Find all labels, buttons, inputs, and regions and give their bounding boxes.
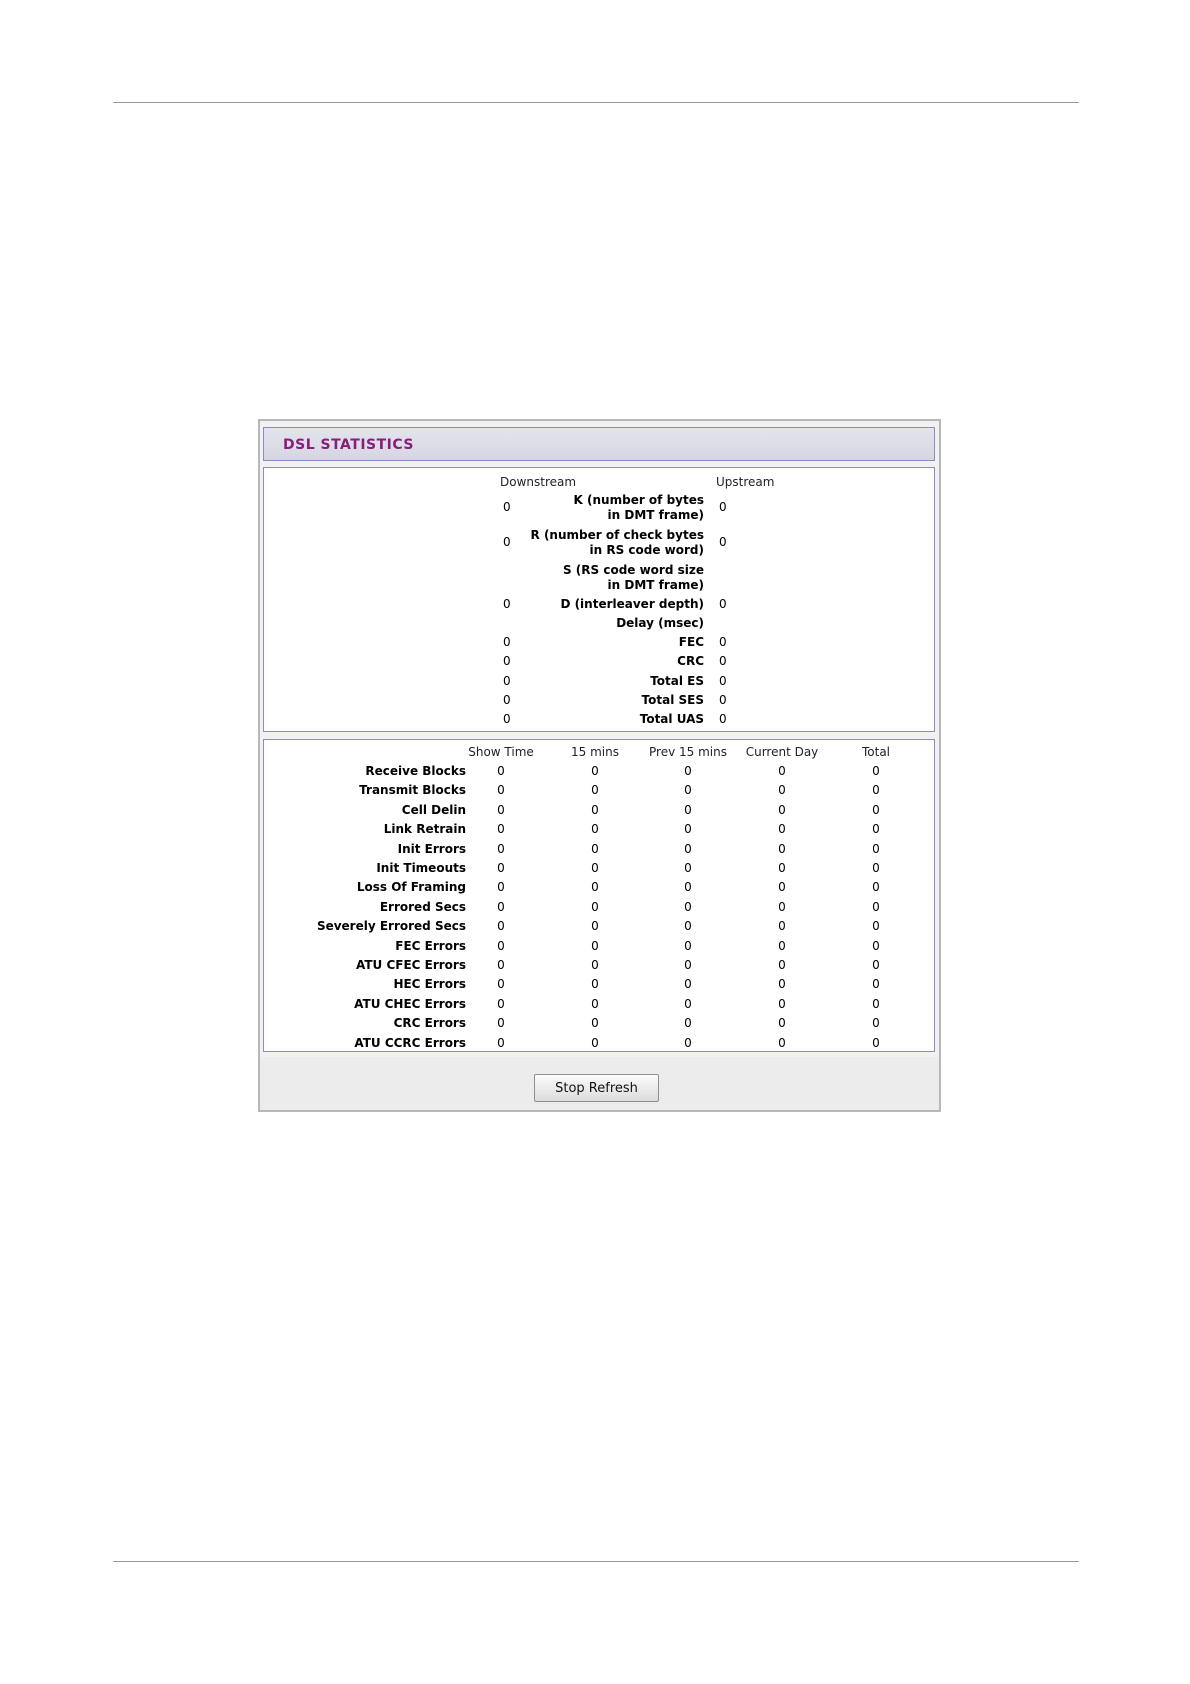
counter-value: 0 <box>778 880 786 895</box>
counter-row-label: Link Retrain <box>383 822 466 837</box>
counter-row-label: Init Errors <box>397 841 466 856</box>
counter-value: 0 <box>778 822 786 837</box>
param-downstream-value: 0 <box>503 712 511 726</box>
counter-value: 0 <box>872 880 880 895</box>
counter-value: 0 <box>684 764 692 778</box>
counter-value: 0 <box>497 1035 505 1050</box>
counter-value: 0 <box>778 861 786 875</box>
counter-value: 0 <box>684 958 692 972</box>
stop-refresh-button[interactable]: Stop Refresh <box>534 1074 659 1102</box>
param-label: in DMT frame) <box>607 508 704 522</box>
counter-value: 0 <box>872 899 880 914</box>
counter-value: 0 <box>684 861 692 875</box>
counter-value: 0 <box>497 938 505 953</box>
counter-value: 0 <box>497 919 505 934</box>
param-label: Total ES <box>650 674 704 688</box>
param-label: D (interleaver depth) <box>560 597 704 611</box>
counter-value: 0 <box>591 822 599 837</box>
param-downstream-value: 0 <box>503 535 511 549</box>
param-upstream-value: 0 <box>719 674 727 688</box>
page-bottom-rule <box>113 1561 1079 1562</box>
param-downstream-value: 0 <box>503 674 511 688</box>
dsl-parameters-panel <box>263 467 935 732</box>
counter-value: 0 <box>497 861 505 875</box>
param-label: in RS code word) <box>589 543 704 557</box>
counter-value: 0 <box>778 938 786 953</box>
counter-value: 0 <box>591 996 599 1011</box>
counter-value: 0 <box>872 783 880 798</box>
param-label: Total SES <box>641 693 704 707</box>
counter-value: 0 <box>591 841 599 856</box>
counter-value: 0 <box>497 880 505 895</box>
counter-value: 0 <box>872 996 880 1011</box>
counter-value: 0 <box>872 938 880 953</box>
counter-value: 0 <box>872 977 880 992</box>
counter-value: 0 <box>778 977 786 992</box>
counter-value: 0 <box>684 841 692 856</box>
param-label: Delay (msec) <box>616 616 704 630</box>
param-label: R (number of check bytes <box>530 528 704 542</box>
counter-value: 0 <box>591 938 599 953</box>
upstream-header: Upstream <box>716 475 775 489</box>
dsl-statistics-window <box>258 419 941 1112</box>
counter-row-label: FEC Errors <box>395 938 466 953</box>
counter-row-label: Receive Blocks <box>365 764 466 778</box>
counter-row-label: Init Timeouts <box>376 861 466 875</box>
counter-value: 0 <box>591 880 599 895</box>
counter-value: 0 <box>497 783 505 798</box>
downstream-header: Downstream <box>500 475 577 489</box>
counter-value: 0 <box>497 977 505 992</box>
counter-value: 0 <box>497 802 505 817</box>
counter-row-label: ATU CHEC Errors <box>354 996 466 1011</box>
counter-value: 0 <box>778 1016 786 1031</box>
counter-value: 0 <box>872 1035 880 1050</box>
param-label: in DMT frame) <box>607 578 704 592</box>
counter-column-header: 15 mins <box>571 745 619 759</box>
counter-value: 0 <box>684 899 692 914</box>
counter-value: 0 <box>684 977 692 992</box>
counter-value: 0 <box>778 996 786 1011</box>
counter-value: 0 <box>778 958 786 972</box>
counter-value: 0 <box>497 822 505 837</box>
counter-row-label: Transmit Blocks <box>359 783 466 798</box>
counter-value: 0 <box>872 841 880 856</box>
param-label: Total UAS <box>639 712 704 726</box>
dsl-counters-panel <box>263 739 935 1052</box>
counter-row-label: Severely Errored Secs <box>316 919 466 934</box>
counter-value: 0 <box>872 802 880 817</box>
param-label: S (RS code word size <box>562 563 704 577</box>
counter-value: 0 <box>684 822 692 837</box>
counter-row-label: ATU CCRC Errors <box>354 1035 466 1050</box>
counter-row-label: HEC Errors <box>393 977 466 992</box>
page-title: DSL STATISTICS <box>283 437 415 453</box>
counter-value: 0 <box>497 996 505 1011</box>
page-top-rule <box>113 102 1079 103</box>
counter-value: 0 <box>591 764 599 778</box>
counter-value: 0 <box>684 1035 692 1050</box>
button-area <box>260 1057 939 1110</box>
param-upstream-value: 0 <box>719 535 727 549</box>
counter-value: 0 <box>684 919 692 934</box>
counter-column-header: Current Day <box>745 745 819 759</box>
counter-value: 0 <box>778 841 786 856</box>
counter-value: 0 <box>778 899 786 914</box>
counter-column-header: Prev 15 mins <box>649 745 727 759</box>
counter-value: 0 <box>778 783 786 798</box>
param-upstream-value: 0 <box>719 635 727 649</box>
param-upstream-value: 0 <box>719 500 727 514</box>
counter-value: 0 <box>497 899 505 914</box>
counter-value: 0 <box>872 1016 880 1031</box>
counter-value: 0 <box>591 1016 599 1031</box>
counter-value: 0 <box>497 764 505 778</box>
counter-value: 0 <box>591 1035 599 1050</box>
counter-row-label: Errored Secs <box>379 899 466 914</box>
counter-row-label: ATU CFEC Errors <box>356 958 466 972</box>
counter-value: 0 <box>497 841 505 856</box>
counter-row-label: Loss Of Framing <box>356 880 466 895</box>
counter-value: 0 <box>684 880 692 895</box>
counter-value: 0 <box>684 938 692 953</box>
counter-row-label: CRC Errors <box>393 1016 466 1031</box>
counter-column-header: Show Time <box>468 745 534 759</box>
param-upstream-value: 0 <box>719 597 727 611</box>
param-label: K (number of bytes <box>573 493 704 507</box>
dsl-statistics-title-bar <box>263 427 935 461</box>
param-downstream-value: 0 <box>503 500 511 514</box>
counter-value: 0 <box>872 919 880 934</box>
param-label: FEC <box>678 635 704 649</box>
counter-value: 0 <box>591 783 599 798</box>
counter-value: 0 <box>778 802 786 817</box>
counter-value: 0 <box>497 958 505 972</box>
counter-value: 0 <box>497 1016 505 1031</box>
param-downstream-value: 0 <box>503 654 511 668</box>
counter-value: 0 <box>684 996 692 1011</box>
counter-value: 0 <box>872 861 880 875</box>
counter-value: 0 <box>591 958 599 972</box>
counter-value: 0 <box>684 1016 692 1031</box>
counter-column-header: Total <box>861 745 891 759</box>
counter-value: 0 <box>872 764 880 778</box>
counter-value: 0 <box>591 919 599 934</box>
counter-value: 0 <box>591 899 599 914</box>
param-label: CRC <box>677 654 704 668</box>
counter-value: 0 <box>591 977 599 992</box>
param-upstream-value: 0 <box>719 654 727 668</box>
counter-value: 0 <box>778 919 786 934</box>
param-downstream-value: 0 <box>503 597 511 611</box>
counter-value: 0 <box>684 802 692 817</box>
param-downstream-value: 0 <box>503 693 511 707</box>
param-upstream-value: 0 <box>719 693 727 707</box>
param-downstream-value: 0 <box>503 635 511 649</box>
counter-value: 0 <box>872 958 880 972</box>
counter-value: 0 <box>778 1035 786 1050</box>
counter-value: 0 <box>591 802 599 817</box>
counter-row-label: Cell Delin <box>401 802 466 817</box>
counter-value: 0 <box>778 764 786 778</box>
counter-value: 0 <box>872 822 880 837</box>
counter-value: 0 <box>591 861 599 875</box>
counter-value: 0 <box>684 783 692 798</box>
param-upstream-value: 0 <box>719 712 727 726</box>
